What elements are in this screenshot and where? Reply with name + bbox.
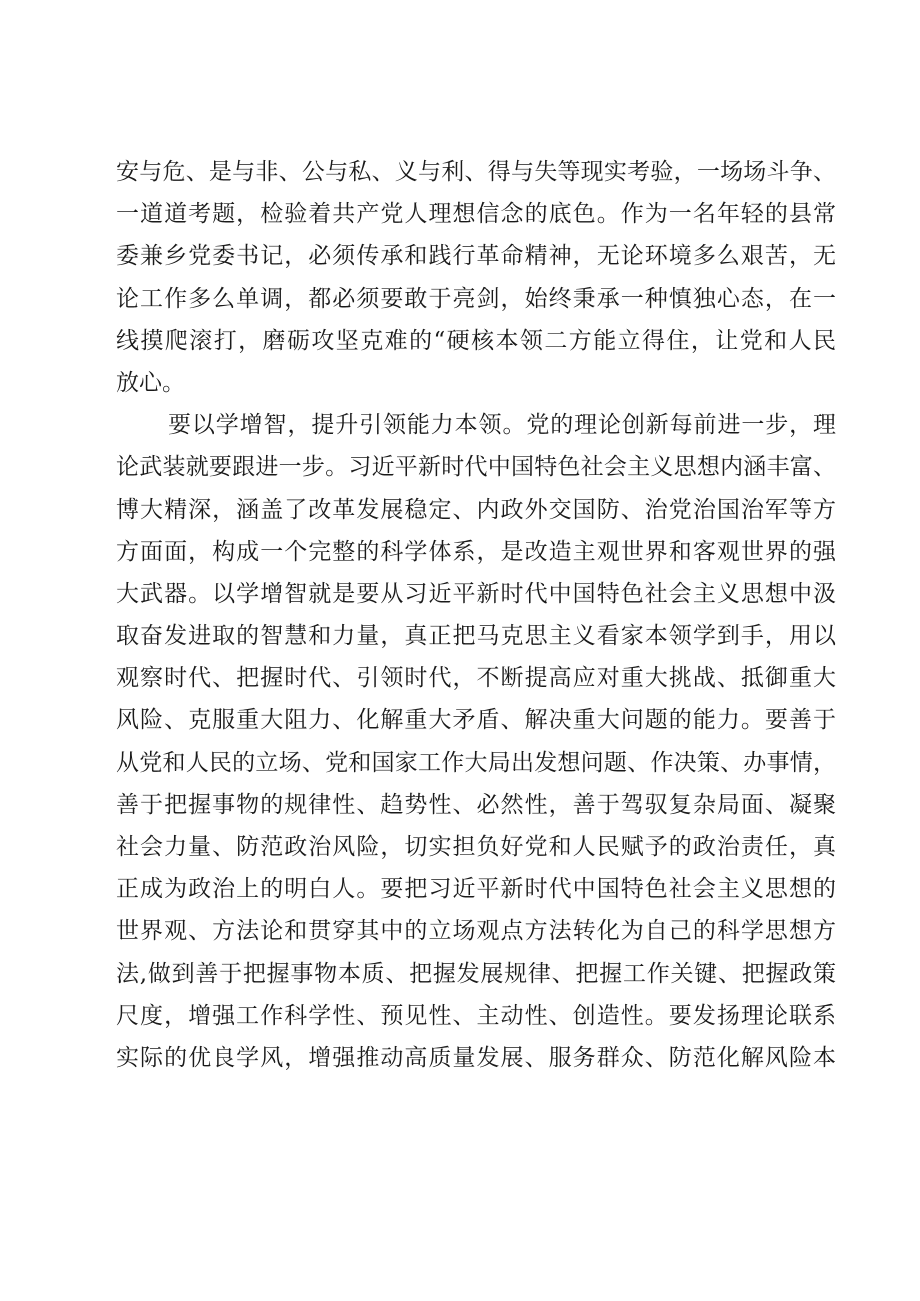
text-line: 大武器。以学增智就是要从习近平新时代中国特色社会主义思想中汲 (116, 580, 836, 607)
text-line: 世界观、方法论和贯穿其中的立场观点方法转化为自己的科学思想方 (116, 918, 836, 945)
text-line: 一道道考题，检验着共产党人理想信念的底色。作为一名年轻的县常 (116, 201, 836, 228)
text-line: 博大精深，涵盖了改革发展稳定、内政外交国防、治党治国治军等方 (116, 496, 836, 523)
text-line: 方面面，构成一个完整的科学体系，是改造主观世界和客观世界的强 (116, 538, 836, 565)
text-line: 安与危、是与非、公与私、义与利、得与失等现实考验，一场场斗争、 (116, 159, 836, 185)
text-line: 风险、克服重大阻力、化解重大矛盾、解决重大问题的能力。要善于 (116, 707, 836, 734)
text-line: 观察时代、把握时代、引领时代，不断提高应对重大挑战、抵御重大 (116, 665, 836, 692)
body-text (116, 151, 836, 1079)
text-line: 实际的优良学风，增强推动高质量发展、服务群众、防范化解风险本 (116, 1044, 836, 1071)
text-line: 善于把握事物的规律性、趋势性、必然性，善于驾驭复杂局面、凝聚 (116, 791, 836, 818)
text-line: 社会力量、防范政治风险，切实担负好党和人民赋予的政治责任，真 (116, 834, 836, 860)
text-line: 委兼乡党委书记，必须传承和践行革命精神，无论环境多么艰苦，无 (116, 243, 836, 270)
text-line: 论武装就要跟进一步。习近平新时代中国特色社会主义思想内涵丰富、 (116, 454, 836, 481)
paragraph-2 (116, 404, 836, 1079)
text-line: 从党和人民的立场、党和国家工作大局出发想问题、作决策、办事情， (116, 749, 836, 776)
text-line: 正成为政治上的明白人。要把习近平新时代中国特色社会主义思想的 (116, 876, 836, 903)
text-line: 尺度，增强工作科学性、预见性、主动性、创造性。要发扬理论联系 (116, 1002, 836, 1029)
text-line: 法,做到善于把握事物本质、把握发展规律、把握工作关键、把握政策 (116, 960, 836, 987)
text-line: 放心。 (116, 369, 185, 396)
text-line: 线摸爬滚打，磨砺攻坚克难的“硬核本领二方能立得住，让党和人民 (116, 327, 836, 354)
text-line: 取奋发进取的智慧和力量，真正把马克思主义看家本领学到手，用以 (116, 623, 836, 650)
paragraph-1 (116, 151, 836, 404)
text-line: 要以学增智，提升引领能力本领。党的理论创新每前进一步，理 (168, 412, 836, 439)
text-line: 论工作多么单调，都必须要敢于亮剑，始终秉承一种慎独心态，在一 (116, 285, 836, 312)
